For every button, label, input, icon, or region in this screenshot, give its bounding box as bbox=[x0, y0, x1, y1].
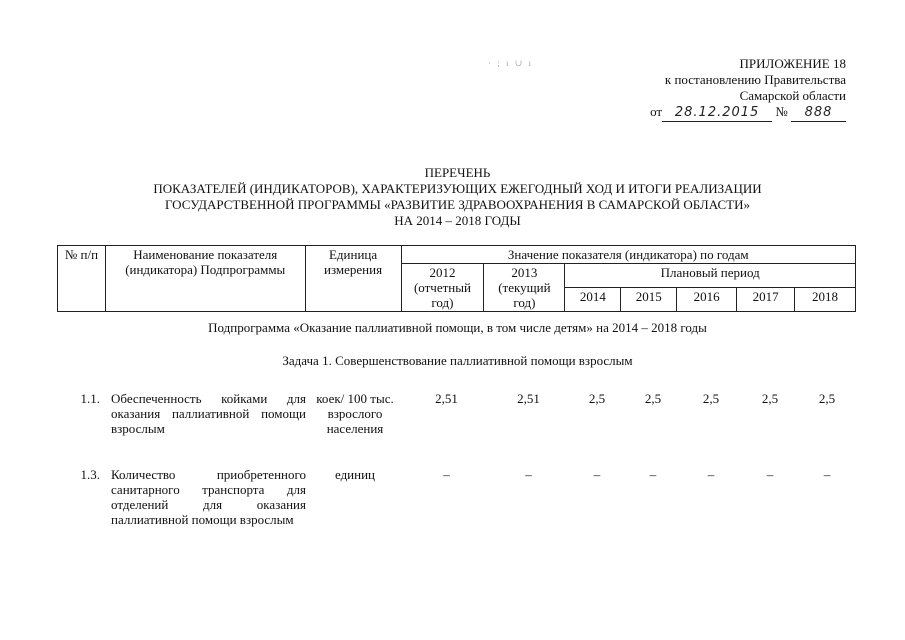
header-plan-period: Плановый период bbox=[565, 264, 856, 288]
attachment-date-line bbox=[560, 104, 846, 122]
year-2013-label: 2013 bbox=[511, 265, 538, 280]
row-unit: коек/ 100 тыс. взрослого населения bbox=[316, 391, 394, 436]
row-number: 1.3. bbox=[80, 467, 100, 482]
header-year-2016: 2016 bbox=[677, 288, 737, 312]
heading-line-2: ПОКАЗАТЕЛЕЙ (ИНДИКАТОРОВ), ХАРАКТЕРИЗУЮЩИХ ЕЖЕГОДНЫЙ ХОД И ИТОГИ РЕАЛИЗАЦИИ bbox=[153, 181, 762, 196]
row-value-2012: – bbox=[443, 467, 450, 482]
header-col-unit: Единица измерения bbox=[305, 246, 401, 312]
number-prefix: № bbox=[775, 104, 788, 119]
header-col-no: № п/п bbox=[58, 246, 106, 312]
row-value-2012: 2,51 bbox=[435, 391, 458, 406]
header-year-2012 bbox=[401, 264, 484, 312]
row-value-2016: – bbox=[707, 467, 715, 482]
row-number: 1.1. bbox=[80, 391, 100, 406]
row-value-2015: – bbox=[649, 467, 657, 482]
header-year-2018: 2018 bbox=[795, 288, 856, 312]
year-2012-label: 2012 bbox=[429, 265, 456, 280]
stamp-noise: · ; ı ∪ ı bbox=[488, 58, 534, 68]
header-col-name: Наименование показателя (индикатора) Подпрограммы bbox=[105, 246, 305, 312]
document-heading bbox=[40, 165, 875, 229]
header-col-values: Значение показателя (индикатора) по годам bbox=[401, 246, 856, 264]
row-unit: единиц bbox=[334, 467, 376, 482]
year-2012-note: (отчетный год) bbox=[413, 280, 471, 310]
row-value-2014: – bbox=[593, 467, 601, 482]
task-title: Задача 1. Совершенствование паллиативной помощи взрослым bbox=[282, 353, 633, 368]
attachment-block bbox=[560, 56, 846, 122]
row-value-2018: – bbox=[823, 467, 831, 482]
header-year-2014: 2014 bbox=[565, 288, 621, 312]
attachment-title: ПРИЛОЖЕНИЕ 18 bbox=[739, 56, 846, 71]
row-indicator-name: Количество приобретенного санитарного транспорта для отделений для оказания паллиативной помощи взрослым bbox=[111, 467, 306, 527]
heading-line-1: ПЕРЕЧЕНЬ bbox=[424, 165, 491, 180]
heading-line-3: ГОСУДАРСТВЕННОЙ ПРОГРАММЫ «РАЗВИТИЕ ЗДРАВООХРАНЕНИЯ В САМАРСКОЙ ОБЛАСТИ» bbox=[164, 197, 750, 212]
heading-line-4: НА 2014 – 2018 ГОДЫ bbox=[394, 213, 521, 228]
row-value-2013: – bbox=[525, 467, 532, 482]
attachment-line-2: Самарской области bbox=[739, 88, 846, 103]
attachment-line-1: к постановлению Правительства bbox=[664, 72, 846, 87]
row-value-2014: 2,5 bbox=[588, 391, 606, 406]
header-year-2013 bbox=[484, 264, 565, 312]
row-value-2017: 2,5 bbox=[761, 391, 779, 406]
date-value: 28.12.2015 bbox=[662, 105, 772, 122]
date-prefix: от bbox=[650, 104, 663, 119]
row-value-2017: – bbox=[766, 467, 774, 482]
row-value-2016: 2,5 bbox=[702, 391, 720, 406]
year-2013-note: (текущий год) bbox=[498, 280, 551, 310]
row-value-2013: 2,51 bbox=[517, 391, 540, 406]
row-value-2018: 2,5 bbox=[818, 391, 836, 406]
row-value-2015: 2,5 bbox=[644, 391, 662, 406]
number-value: 888 bbox=[791, 105, 846, 122]
indicator-table-header bbox=[57, 245, 856, 312]
header-year-2015: 2015 bbox=[621, 288, 677, 312]
header-year-2017: 2017 bbox=[737, 288, 795, 312]
subprogram-title: Подпрограмма «Оказание паллиативной помощи, в том числе детям» на 2014 – 2018 годы bbox=[208, 320, 707, 335]
row-indicator-name: Обеспеченность койками для оказания паллиативной помощи взрослым bbox=[111, 391, 306, 436]
